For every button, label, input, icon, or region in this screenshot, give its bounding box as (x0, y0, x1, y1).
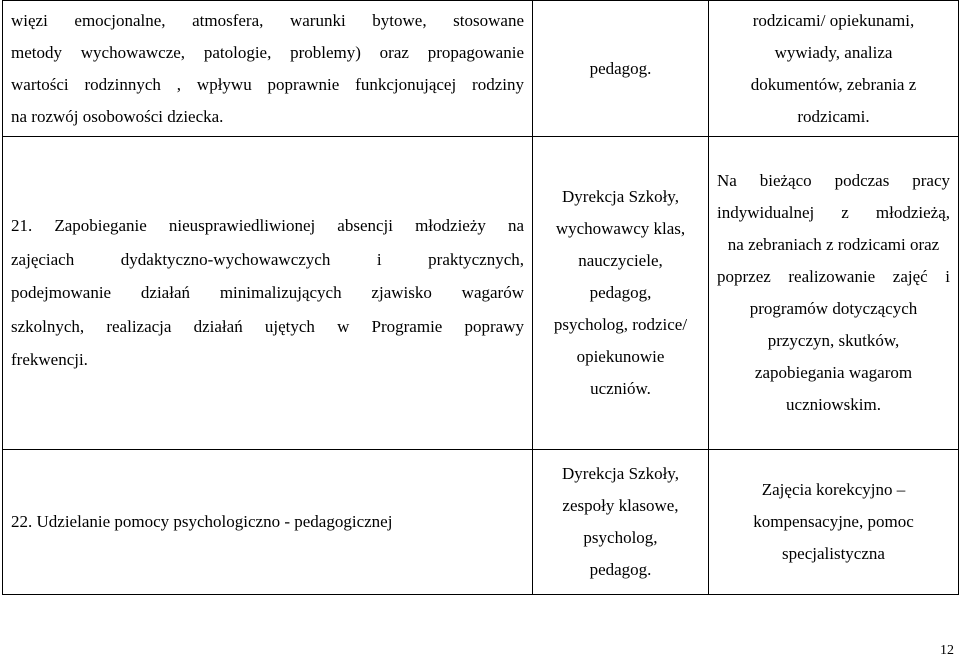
table-row (3, 450, 959, 595)
text-line: zapobiegania wagarom (754, 363, 913, 382)
responsible-cell (533, 1, 709, 137)
text-line: specjalistyczna (782, 544, 885, 563)
text-line: rodzicami. (797, 106, 870, 126)
text-line: kompensacyjne, pomoc (753, 512, 914, 531)
text-line: indywidualnej z młodzieżą, (717, 203, 950, 222)
table-row (3, 1, 959, 137)
text-line: frekwencji. (11, 350, 88, 370)
method-cell (709, 450, 959, 595)
text-line: na zebraniach z rodzicami oraz (727, 235, 940, 254)
text-line: Dyrekcja Szkoły, (562, 464, 679, 483)
text-line: zajęciach dydaktyczno-wychowawczych i praktycznych, (11, 249, 524, 269)
text-line: dokumentów, zebrania z (750, 74, 917, 94)
text-line: 22. Udzielanie pomocy psychologiczno - pedagogicznej (11, 512, 393, 531)
text-line: Zajęcia korekcyjno – (761, 480, 906, 499)
text-line: uczniowskim. (786, 395, 881, 414)
program-table (2, 0, 959, 595)
method-cell (709, 137, 959, 450)
text-line: pedagog. (589, 560, 652, 579)
text-line: podejmowanie działań minimalizujących zjawisko wagarów (11, 283, 524, 303)
text-line: pedagog. (589, 58, 652, 78)
text-line: przyczyn, skutków, (767, 331, 900, 350)
text-line: poprzez realizowanie zajęć i (717, 267, 950, 286)
method-cell (709, 1, 959, 137)
text-line: uczniów. (590, 379, 651, 398)
text-line: metody wychowawcze, patologie, problemy) oraz propagowanie (11, 42, 524, 62)
responsible-cell (533, 137, 709, 450)
text-line: nauczyciele, (578, 251, 663, 270)
text-line: opiekunowie (576, 347, 665, 366)
text-line: psycholog, (583, 528, 658, 547)
text-line: na rozwój osobowości dziecka. (11, 106, 224, 126)
text-line: Na bieżąco podczas pracy (717, 171, 950, 190)
page-number: 12 (940, 643, 954, 658)
text-line: rodzicami/ opiekunami, (752, 10, 915, 30)
text-line: psycholog, rodzice/ (553, 315, 688, 334)
text-line: szkolnych, realizacja działań ujętych w Programie poprawy (11, 316, 524, 336)
task-description-cell (3, 1, 533, 137)
text-line: zespoły klasowe, (562, 496, 679, 515)
table-row (3, 137, 959, 450)
responsible-cell (533, 450, 709, 595)
text-line: Dyrekcja Szkoły, (562, 187, 679, 206)
text-line: programów dotyczących (749, 299, 918, 318)
text-line: 21. Zapobieganie nieusprawiedliwionej absencji młodzieży na (11, 216, 524, 236)
text-line: wywiady, analiza (774, 42, 893, 62)
text-line: wartości rodzinnych , wpływu poprawnie funkcjonującej rodziny (11, 74, 524, 94)
text-line: pedagog, (589, 283, 652, 302)
text-line: wychowawcy klas, (555, 219, 686, 238)
text-line: więzi emocjonalne, atmosfera, warunki bytowe, stosowane (11, 10, 524, 30)
task-description-cell (3, 450, 533, 595)
task-description-cell (3, 137, 533, 450)
